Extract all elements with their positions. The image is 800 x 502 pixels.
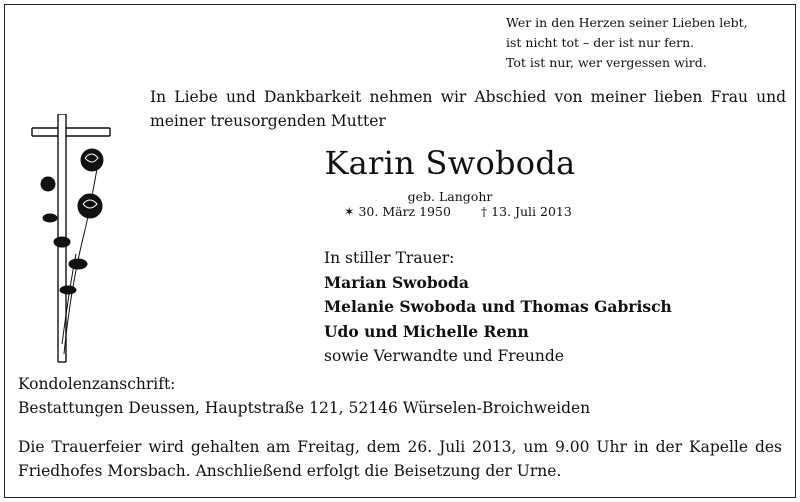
life-dates: [344, 204, 644, 219]
mourners-heading: In stiller Trauer:: [324, 249, 455, 267]
quote-line: Wer in den Herzen seiner Lieben lebt,: [506, 15, 748, 30]
intro-text: In Liebe und Dankbarkeit nehmen wir Abschied von meiner lieben Frau und meiner treusorgenden Mutter: [150, 88, 786, 130]
maiden-name: geb. Langohr: [407, 189, 493, 204]
deceased-name: Karin Swoboda: [324, 144, 576, 182]
funeral-info: Die Trauerfeier wird gehalten am Freitag, dem 26. Juli 2013, um 9.00 Uhr in der Kapelle des Friedhofes Morsbach. Anschließend erfolgt die Beisetzung der Urne.: [18, 438, 782, 480]
quote-line: ist nicht tot – der ist nur fern.: [506, 35, 695, 50]
death-cross-icon: †: [480, 204, 488, 219]
mourner-name: Marian Swoboda: [324, 272, 469, 292]
condolence-label: Kondolenzanschrift:: [18, 375, 176, 393]
memorial-quote: [506, 13, 796, 73]
birth-star-icon: ✶: [344, 204, 355, 219]
quote-line: Tot ist nur, wer vergessen wird.: [506, 55, 707, 70]
condolence-address-text: Bestattungen Deussen, Hauptstraße 121, 52146 Würselen-Broichweiden: [18, 399, 591, 417]
mourners-block: [324, 246, 794, 369]
mourner-name: Udo und Michelle Renn: [324, 321, 529, 341]
birth-date: 30. März 1950: [358, 204, 451, 219]
condolence-address: [18, 372, 788, 420]
death-date: 13. Juli 2013: [491, 204, 572, 219]
mourner-name: Melanie Swoboda und Thomas Gabrisch: [324, 297, 672, 316]
mourners-others: sowie Verwandte und Freunde: [324, 347, 564, 365]
